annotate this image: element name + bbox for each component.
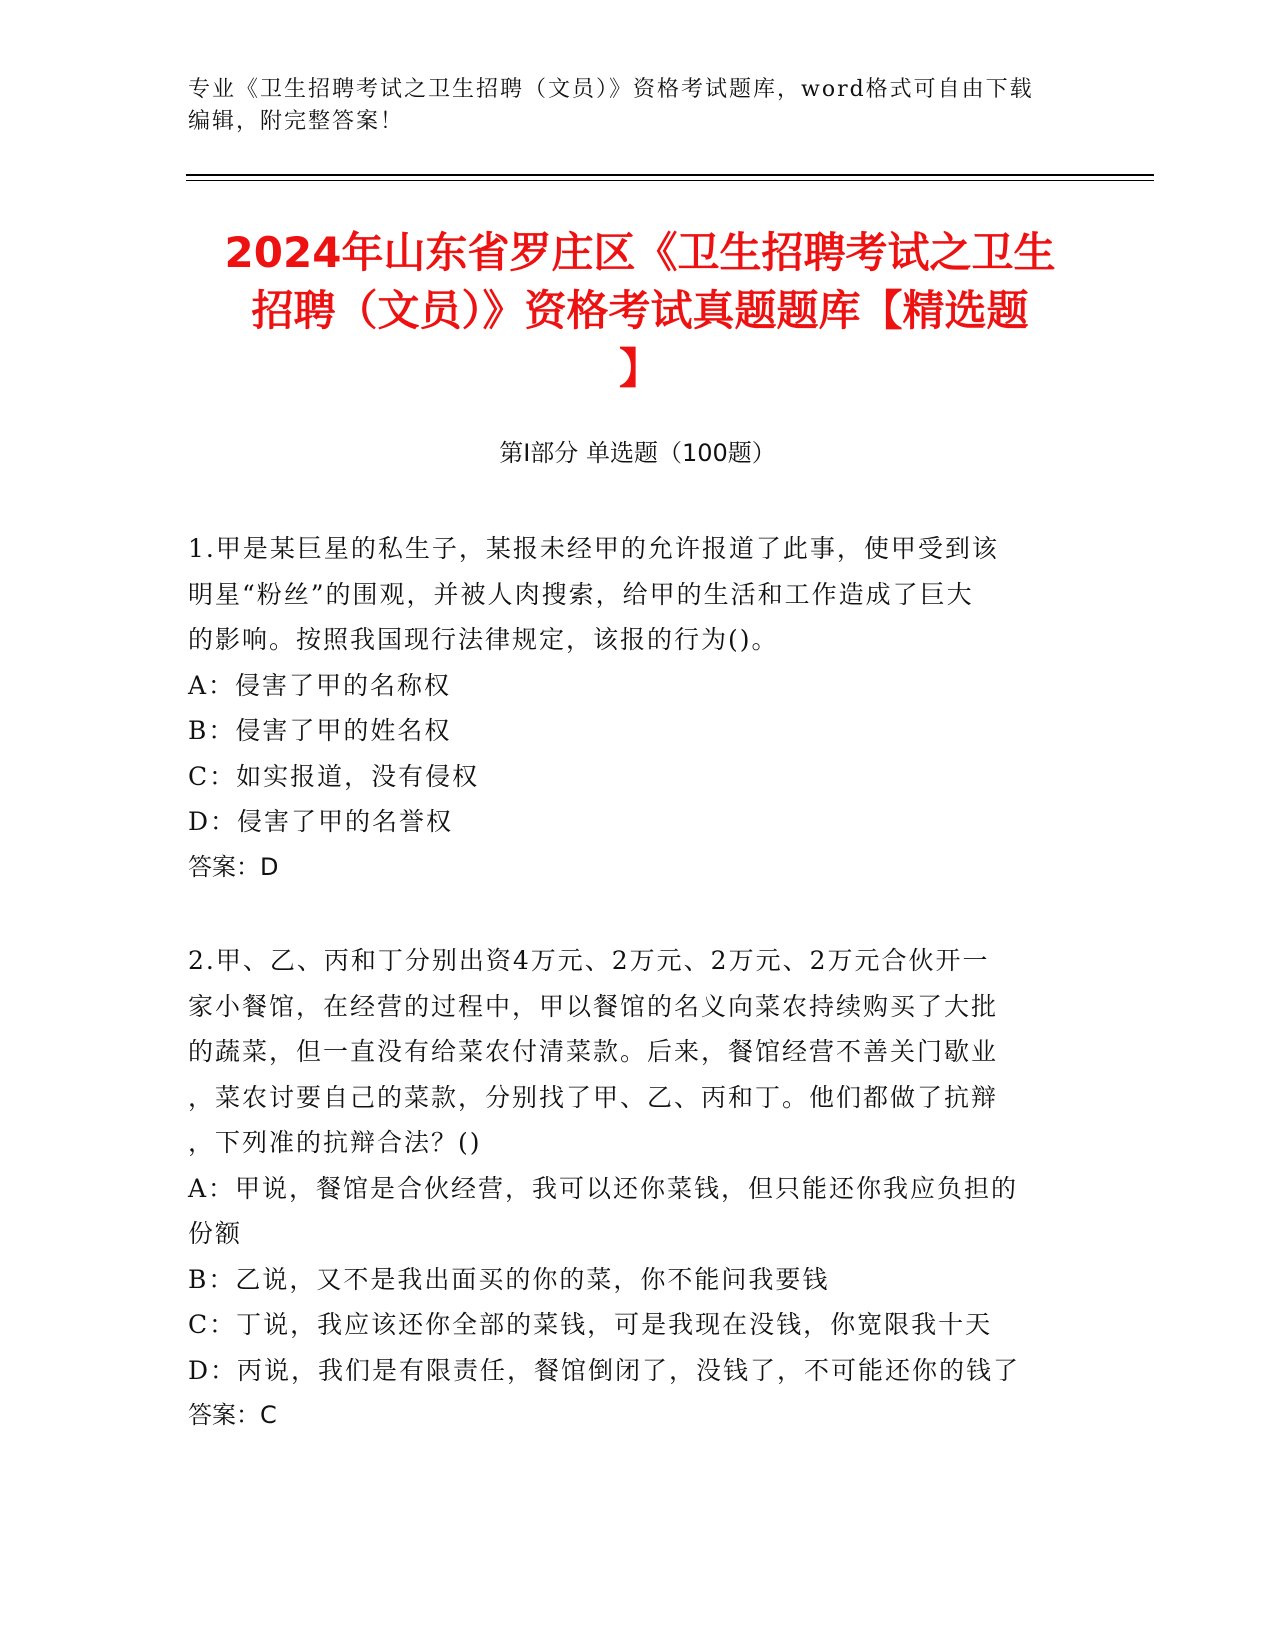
answer: 答案：D bbox=[188, 852, 279, 881]
header-divider-thick bbox=[186, 174, 1154, 176]
question-1 bbox=[188, 526, 1088, 890]
option-d: D：侵害了甲的名誉权 bbox=[188, 807, 454, 836]
option-c: C：如实报道，没有侵权 bbox=[188, 761, 480, 791]
option-a: A：侵害了甲的名称权 bbox=[188, 670, 452, 700]
option-b: B：侵害了甲的姓名权 bbox=[188, 716, 452, 745]
option-a-continued: 份额 bbox=[188, 1219, 243, 1248]
question-stem-line: 1.甲是某巨星的私生子，某报未经甲的允许报道了此事，使甲受到该 bbox=[188, 534, 999, 563]
question-stem-line: 的蔬菜，但一直没有给菜农付清菜款。后来，餐馆经营不善关门歇业 bbox=[188, 1037, 999, 1066]
document-title bbox=[180, 224, 1100, 398]
option-b: B：乙说，又不是我出面买的你的菜，你不能问我要钱 bbox=[188, 1264, 830, 1294]
question-stem-line: ，菜农讨要自己的菜款，分别找了甲、乙、丙和丁。他们都做了抗辩 bbox=[188, 1082, 999, 1112]
question-stem-line: 2.甲、乙、丙和丁分别出资4万元、2万元、2万元、2万元合伙开一 bbox=[188, 946, 990, 975]
header-divider-thin bbox=[186, 180, 1154, 181]
header-note-line-1: 专业《卫生招聘考试之卫生招聘（文员）》资格考试题库，word格式可自由下载 bbox=[188, 77, 1034, 102]
title-line-1: 2024年山东省罗庄区《卫生招聘考试之卫生 bbox=[224, 228, 1056, 277]
section-heading: 第I部分 单选题（100题） bbox=[499, 439, 776, 467]
option-d: D：丙说，我们是有限责任，餐馆倒闭了，没钱了，不可能还你的钱了 bbox=[188, 1355, 1021, 1385]
title-line-3: 】 bbox=[618, 344, 661, 393]
question-stem-line: ，下列准的抗辩合法？() bbox=[188, 1128, 482, 1157]
question-2 bbox=[188, 938, 1088, 1439]
option-a: A：甲说，餐馆是合伙经营，我可以还你菜钱，但只能还你我应负担的 bbox=[188, 1173, 1019, 1203]
title-line-2: 招聘（文员）》资格考试真题题库【精选题 bbox=[251, 286, 1029, 335]
answer: 答案：C bbox=[188, 1401, 277, 1429]
question-stem-line: 明星“粉丝”的围观，并被人肉搜索，给甲的生活和工作造成了巨大 bbox=[188, 579, 974, 609]
question-stem-line: 家小餐馆，在经营的过程中，甲以餐馆的名义向菜农持续购买了大批 bbox=[188, 991, 999, 1021]
option-c: C：丁说，我应该还你全部的菜钱，可是我现在没钱，你宽限我十天 bbox=[188, 1310, 993, 1339]
header-note bbox=[188, 74, 1068, 138]
question-stem-line: 的影响。按照我国现行法律规定，该报的行为()。 bbox=[188, 625, 779, 654]
header-note-line-2: 编辑，附完整答案！ bbox=[188, 109, 405, 134]
